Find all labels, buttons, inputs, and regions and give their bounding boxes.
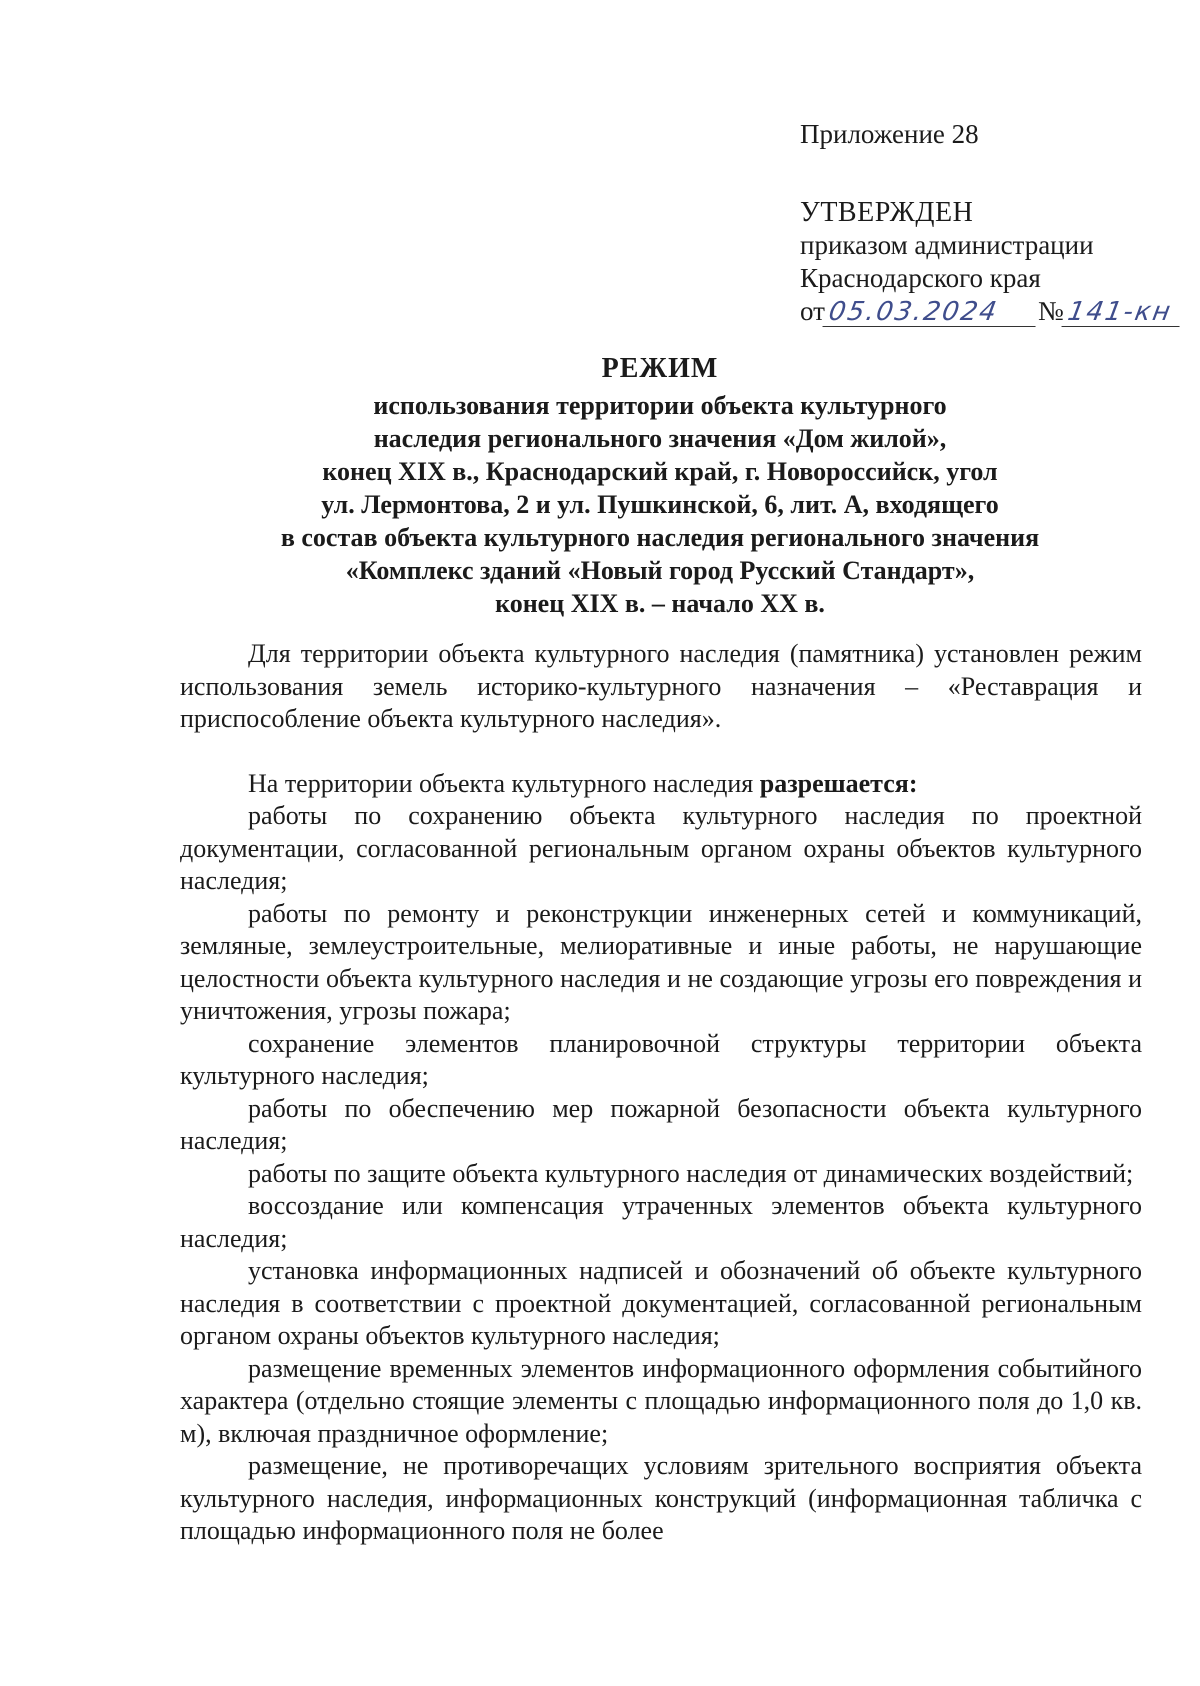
title-heading: РЕЖИМ (601, 353, 719, 384)
allowed-item: воссоздание или компенсация утраченных элементов объекта культурного наследия; (180, 1191, 1142, 1253)
approved-label: УТВЕРЖДЕН (800, 197, 974, 228)
allowed-item: работы по обеспечению мер пожарной безопасности объекта культурного наследия; (180, 1093, 1142, 1155)
allowed-item: сохранение элементов планировочной структуры территории объекта культурного наследия; (180, 1028, 1142, 1090)
allowed-lead: На территории объекта культурного наследия (248, 768, 760, 798)
allowed-item: размещение временных элементов информационного оформления событийного характера (отдельно стоящие элементы с площадью информационного поля до 1,0 кв. м), включая праздничное оформление; (180, 1353, 1142, 1448)
intro-paragraph: Для территории объекта культурного наследия (памятника) установлен режим использования земель историко-культурного назначения – «Реставрация и приспособление объекта культурного наследия». (180, 639, 1142, 733)
allowed-item: установка информационных надписей и обозначений об объекте культурного наследия в соответствии с проектной документацией, согласованной региональным органом охраны объектов культурного наследия; (180, 1256, 1142, 1350)
title-line: в состав объекта культурного наследия регионального значения (280, 523, 1040, 552)
title-line: конец XIX в., Краснодарский край, г. Новороссийск, угол (322, 457, 998, 486)
allowed-item: работы по ремонту и реконструкции инженерных сетей и коммуникаций, земляные, землеустроительные, мелиоративные и иные работы, не нарушающие целостности объекта культурного наследия и не создающие угрозы его повреждения и уничтожения, угрозы пожара; (180, 898, 1142, 1025)
title-line: конец XIX в. – начало XX в. (495, 589, 825, 618)
handwritten-number: 141-кн (1061, 298, 1184, 327)
number-prefix: № (1037, 296, 1064, 326)
date-prefix: от (800, 296, 825, 326)
annex-label: Приложение 28 (800, 119, 979, 149)
handwritten-date: 05.03.2024 (822, 298, 1040, 327)
title-line: наследия регионального значения «Дом жилой», (373, 424, 947, 453)
allowed-item: работы по защите объекта культурного наследия от динамических воздействий; (248, 1158, 1134, 1188)
title-line: использования территории объекта культурного (373, 391, 947, 420)
approval-stamp-block (800, 118, 1180, 328)
title-line: «Комплекс зданий «Новый город Русский Стандарт», (345, 556, 975, 585)
allowed-bold: разрешается: (759, 768, 918, 798)
title-line: ул. Лермонтова, 2 и ул. Пушкинской, 6, лит. А, входящего (321, 490, 999, 519)
document-title (180, 352, 1140, 620)
order-date-number-line (800, 295, 1180, 328)
document-body (180, 638, 1142, 1548)
allowed-paragraph (180, 768, 1142, 801)
order-line-2: Краснодарского края (800, 263, 1041, 293)
allowed-item: размещение, не противоречащих условиям зрительного восприятия объекта культурного наследия, информационных конструкций (информационная табличка с площадью информационного поля не более (180, 1451, 1142, 1545)
order-line-1: приказом администрации (800, 230, 1094, 260)
allowed-item: работы по сохранению объекта культурного наследия по проектной документации, согласованной региональным органом охраны объектов культурного наследия; (180, 801, 1142, 895)
